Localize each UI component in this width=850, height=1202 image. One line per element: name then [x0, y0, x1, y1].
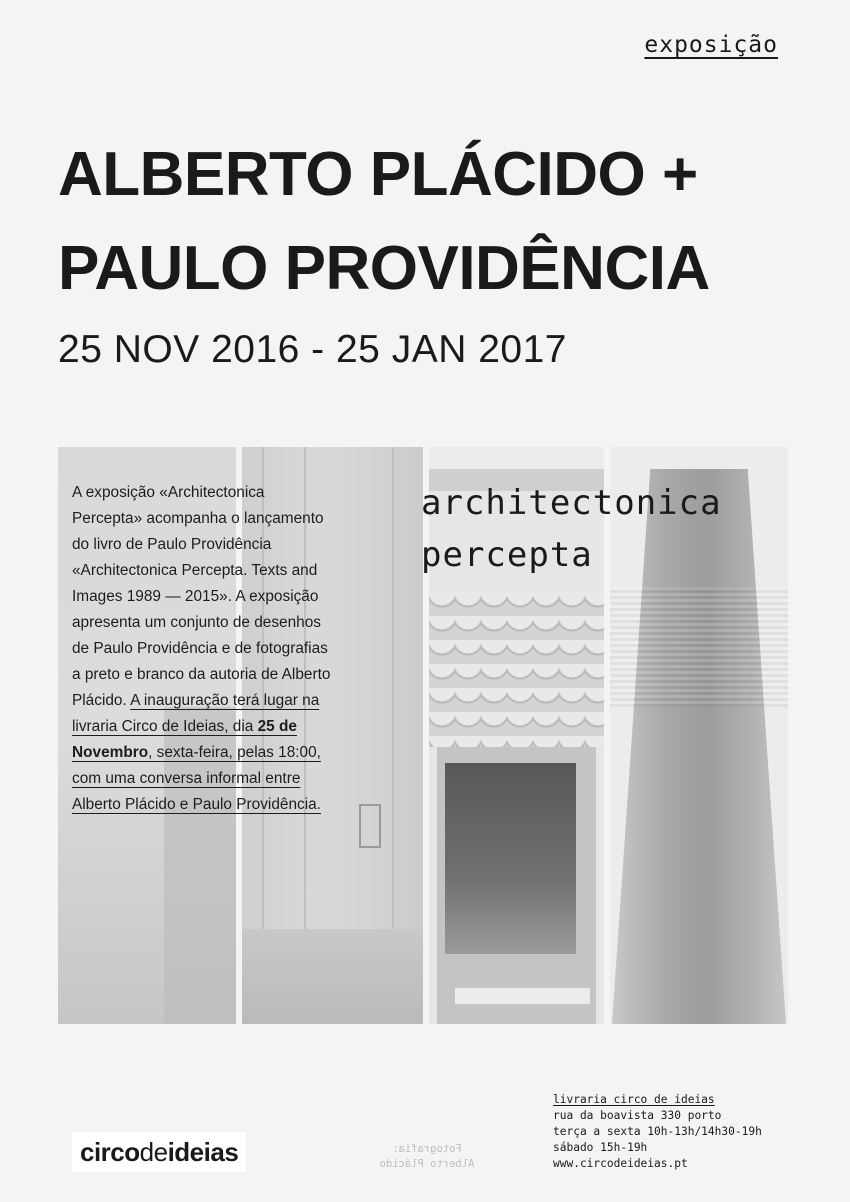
- venue-name: livraria circo de ideias: [553, 1093, 715, 1106]
- photo-switch-shape: [359, 804, 381, 848]
- photo-credit: [369, 1142, 485, 1172]
- book-title-line-1: architectonica: [421, 483, 722, 523]
- opening-info: [72, 692, 321, 813]
- exhibition-label: exposição: [644, 32, 778, 58]
- photo-light-strip: [455, 988, 590, 1004]
- logo-part-ideias: ideias: [167, 1136, 239, 1167]
- photo-credit-label: Fotografia:: [392, 1143, 462, 1155]
- venue-website[interactable]: www.circodeideias.pt: [553, 1157, 688, 1170]
- page-title: [58, 128, 710, 316]
- title-line-1: ALBERTO PLÁCIDO +: [58, 140, 698, 209]
- logo-part-circo: circo: [80, 1136, 140, 1167]
- exhibition-dates: 25 NOV 2016 - 25 JAN 2017: [58, 328, 567, 371]
- photo-credit-name: Alberto Plácido: [379, 1158, 475, 1170]
- venue-info: [553, 1092, 762, 1172]
- opening-text-end: , sexta-feira, pelas 18:00, com uma conversa informal entre Alberto Plácido e Paulo Providência.: [72, 744, 321, 813]
- book-title: [421, 477, 722, 581]
- logo-part-de: de: [139, 1136, 168, 1167]
- photo-floor-shape: [242, 929, 423, 1024]
- opening-date: 25 de Novembro: [72, 718, 297, 761]
- photo-tile-pattern: [429, 592, 604, 747]
- photo-texture-band: [610, 587, 788, 707]
- book-title-line-2: percepta: [421, 535, 593, 575]
- venue-hours-saturday: sábado 15h-19h: [553, 1141, 648, 1154]
- circo-de-ideias-logo: [72, 1132, 246, 1172]
- venue-address: rua da boavista 330 porto: [553, 1109, 722, 1122]
- exhibition-description: [72, 480, 334, 818]
- venue-hours-week: terça a sexta 10h-13h/14h30-19h: [553, 1125, 762, 1138]
- description-text: A exposição «Architectonica Percepta» acompanha o lançamento do livro de Paulo Providência «Architectonica Percepta. Texts and Images 1989 — 2015». A exposição apresenta um conjunto de desenhos de Paulo Providência e de fotografias a preto e branco da autoria de Alberto Plácido.: [72, 484, 331, 709]
- title-line-2: PAULO PROVIDÊNCIA: [58, 234, 710, 303]
- photo-door-opening: [445, 763, 576, 954]
- photo-door-frame: [437, 747, 596, 1024]
- photo-top-shape: [429, 447, 604, 469]
- opening-text: A inauguração terá lugar na livraria Circo de Ideias, dia: [72, 692, 320, 735]
